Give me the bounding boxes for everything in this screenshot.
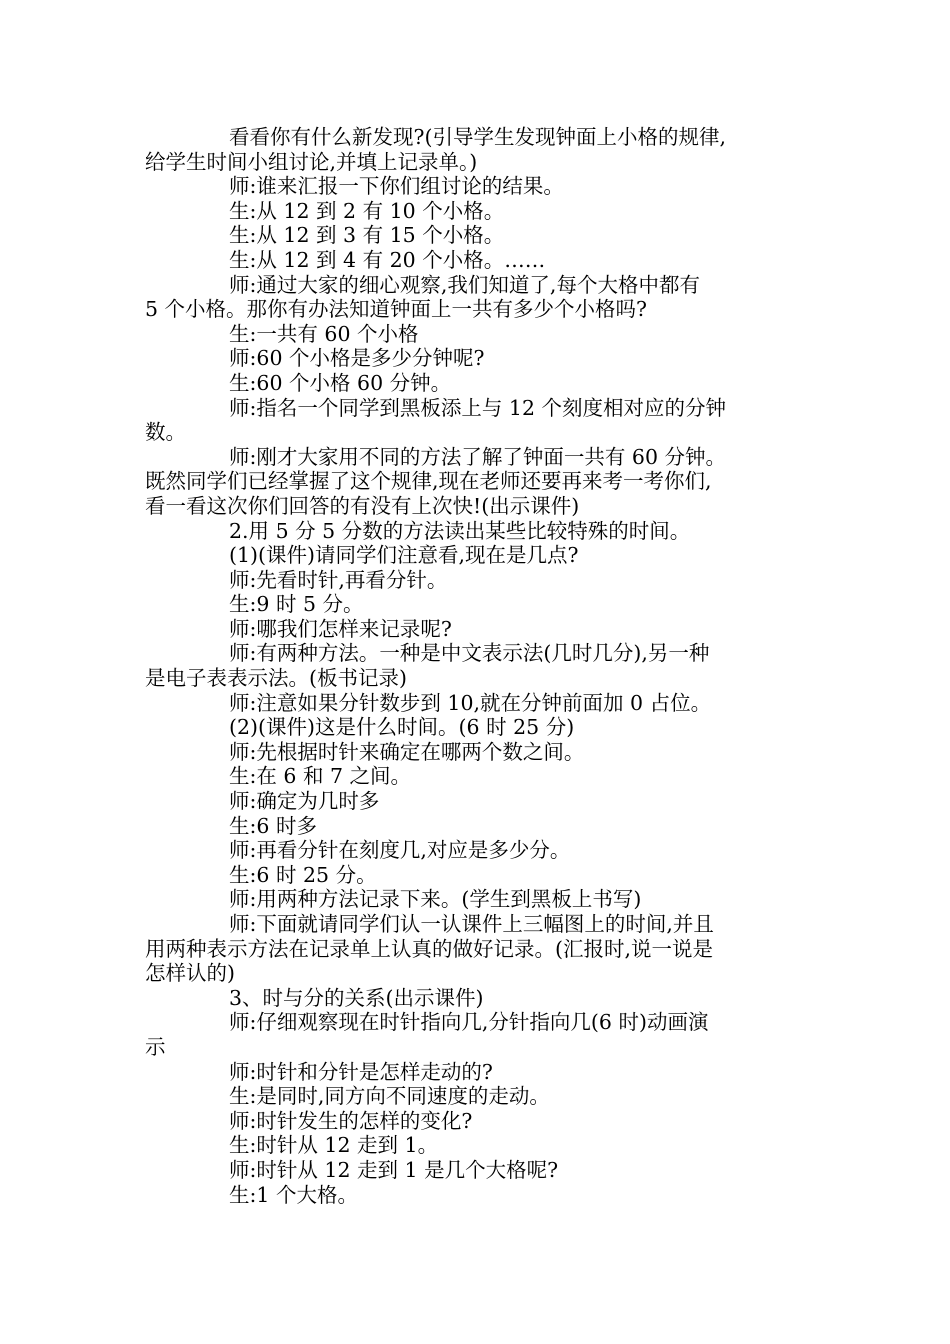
text-line: 是电子表表示法。(板书记录) <box>145 666 407 691</box>
text-line: 生:在 6 和 7 之间。 <box>229 764 412 789</box>
text-line: 师:先看时针,再看分针。 <box>229 567 448 592</box>
text-line: 师:确定为几时多 <box>229 789 380 814</box>
text-line: 师:时针发生的怎样的变化? <box>229 1108 473 1133</box>
text-line: (2)(课件)这是什么时间。(6 时 25 分) <box>229 715 575 740</box>
text-line: 生:是同时,同方向不同速度的走动。 <box>229 1084 550 1109</box>
text-line: 生:1 个大格。 <box>229 1182 358 1207</box>
text-line: 师:指名一个同学到黑板添上与 12 个刻度相对应的分钟 <box>229 395 727 420</box>
text-line: 看看你有什么新发现?(引导学生发现钟面上小格的规律, <box>229 125 727 149</box>
text-line: 数。 <box>145 420 186 445</box>
text-line: 生:6 时多 <box>229 813 317 838</box>
text-line: 师:仔细观察现在时针指向几,分针指向几(6 时)动画演 <box>229 1010 709 1035</box>
text-line: 生:从 12 到 4 有 20 个小格。…… <box>229 247 546 272</box>
text-line: 师:下面就请同学们认一认课件上三幅图上的时间,并且 <box>229 912 714 936</box>
text-line: 师:时针和分针是怎样走动的? <box>229 1059 493 1084</box>
text-line: 看一看这次你们回答的有没有上次快!(出示课件) <box>145 493 580 518</box>
text-line: 生:一共有 60 个小格 <box>229 321 419 346</box>
text-line: 生:9 时 5 分。 <box>229 592 364 617</box>
text-line: 怎样认的) <box>145 961 235 986</box>
text-line: 生:6 时 25 分。 <box>229 862 377 887</box>
text-line: 3、时与分的关系(出示课件) <box>229 985 484 1010</box>
text-line: 师:哪我们怎样来记录呢? <box>229 616 452 641</box>
text-line: 2.用 5 分 5 分数的方法读出某些比较特殊的时间。 <box>229 518 691 543</box>
text-line: 师:刚才大家用不同的方法了解了钟面一共有 60 分钟。 <box>229 444 727 469</box>
text-line: 示 <box>145 1034 166 1059</box>
text-line: 既然同学们已经掌握了这个规律,现在老师还要再来考一考你们, <box>145 469 712 494</box>
text-line: 给学生时间小组讨论,并填上记录单。) <box>145 149 478 174</box>
text-line: 师:再看分针在刻度几,对应是多少分。 <box>229 838 571 863</box>
document-body <box>145 125 810 1207</box>
text-line: (1)(课件)请同学们注意看,现在是几点? <box>229 543 579 568</box>
text-line: 师:通过大家的细心观察,我们知道了,每个大格中都有 <box>229 272 700 297</box>
text-line: 师:有两种方法。一种是中文表示法(几时几分),另一种 <box>229 641 710 666</box>
text-line: 师:时针从 12 走到 1 是几个大格呢? <box>229 1157 559 1182</box>
text-line: 生:从 12 到 3 有 15 个小格。 <box>229 223 505 248</box>
text-line: 生:60 个小格 60 分钟。 <box>229 370 452 395</box>
text-line: 5 个小格。那你有办法知道钟面上一共有多少个小格吗? <box>145 297 648 322</box>
text-line: 生:从 12 到 2 有 10 个小格。 <box>229 198 505 223</box>
text-line: 师:注意如果分针数步到 10,就在分钟前面加 0 占位。 <box>229 690 712 715</box>
text-line: 师:谁来汇报一下你们组讨论的结果。 <box>229 174 564 199</box>
text-line: 用两种表示方法在记录单上认真的做好记录。(汇报时,说一说是 <box>145 936 714 961</box>
text-line: 师:用两种方法记录下来。(学生到黑板上书写) <box>229 887 642 912</box>
text-line: 师:先根据时针来确定在哪两个数之间。 <box>229 739 585 764</box>
text-line: 师:60 个小格是多少分钟呢? <box>229 346 485 371</box>
text-line: 生:时针从 12 走到 1。 <box>229 1133 439 1158</box>
